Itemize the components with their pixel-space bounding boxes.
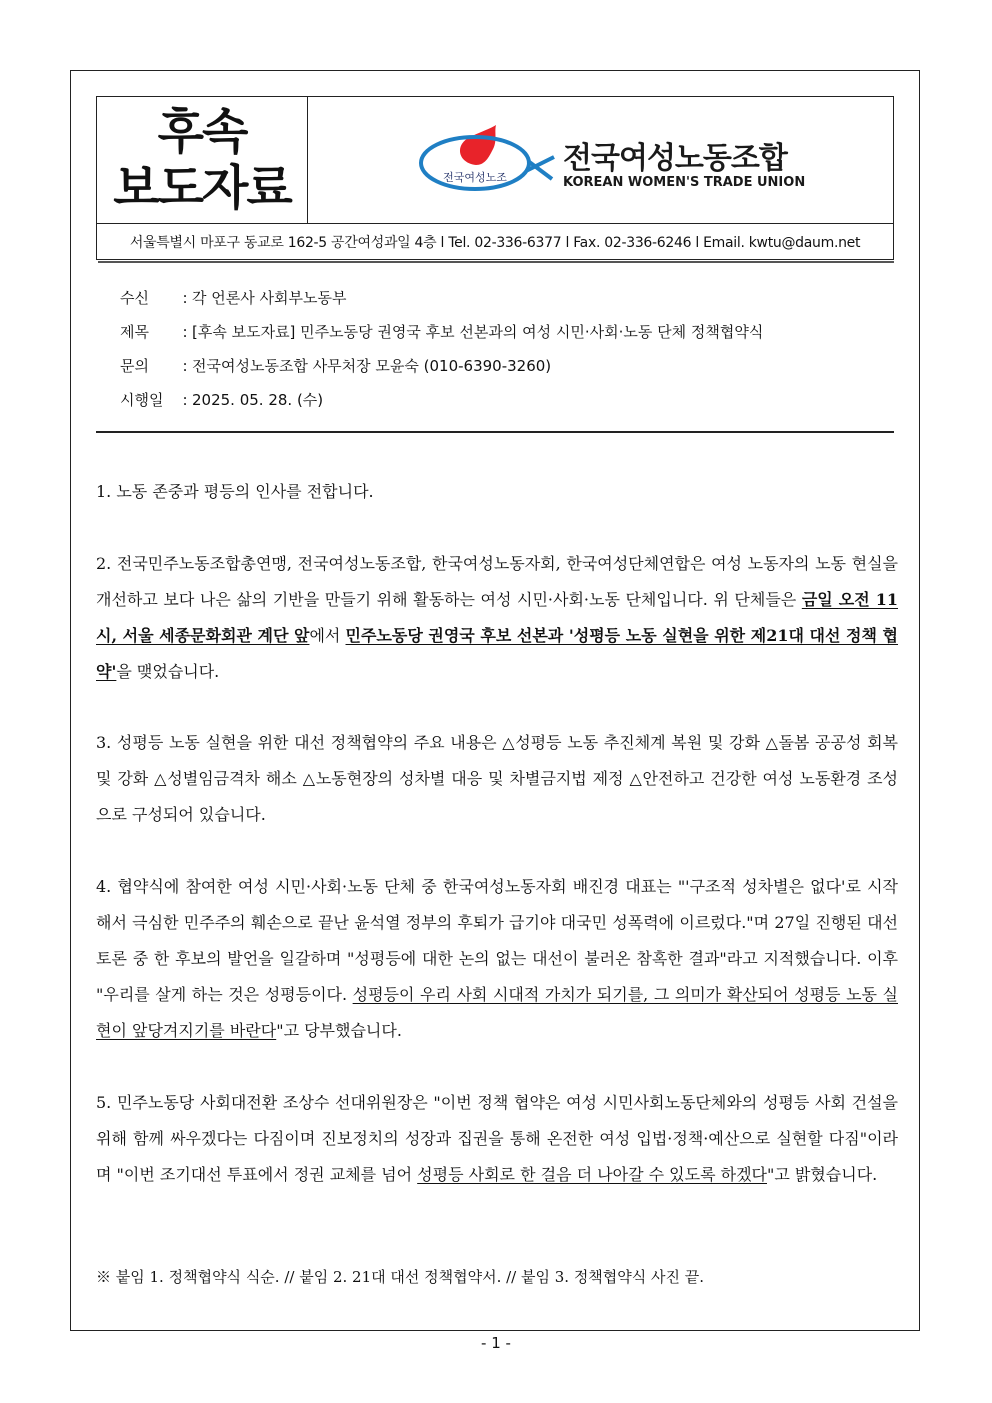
p5-text-a: 5. 민주노동당 사회대전환 조상수 선대위원장은 "이번 정책 협약은 여성 시민사회노동단체와의 성평등 사회 건설을 위해 함께 싸우겠다는 다짐이며 진보정치의 성장과 집권을 통해 온전한 여성 입법·정책·예산으로 실현할 다짐"이라며 "이번 조기대선 투표에서 정권 교체를 넘어 <box>96 1093 898 1184</box>
p2-text-e: 을 맺었습니다. <box>116 662 220 681</box>
letterhead-top <box>97 97 893 223</box>
org-logo-area <box>308 97 893 223</box>
paragraph-5 <box>96 1085 898 1193</box>
meta-recipient-label: 수신 <box>120 289 149 307</box>
p4-text-a: 4. 협약식에 참여한 여성 시민·사회·노동 단체 중 한국여성노동자회 배진경 대표는 "'구조적 성차별은 없다'로 시작해서 극심한 민주주의 훼손으로 끝난 윤석열 정부의 후퇴가 급기야 대국민 성폭력에 이르렀다."며 27일 진행된 대선 토론 중 한 후보의 발언을 일갈하며 "성평등에 대한 논의 없는 대선이 불러온 참혹한 결과"라고 지적했습니다. 이후 "우리를 살게 하는 것은 성평등이다. <box>96 877 898 1004</box>
document-type-title <box>97 97 308 223</box>
title-line-2: 보도자료 <box>113 160 291 216</box>
logo-text: 전국여성노조 <box>443 171 507 184</box>
letterhead-shadow <box>98 261 894 263</box>
org-name-korean: 전국여성노동조합 <box>563 141 787 176</box>
p4-text-c: "고 당부했습니다. <box>276 1021 402 1040</box>
meta-subject-value: [후속 보도자료] 민주노동당 권영국 후보 선본과의 여성 시민·사회·노동 단체 정책협약식 <box>192 323 764 341</box>
paragraph-1: 1. 노동 존중과 평등의 인사를 전합니다. <box>96 482 374 501</box>
contact-info: 서울특별시 마포구 동교로 162-5 공간여성과일 4층 l Tel. 02-336-6377 l Fax. 02-336-6246 l Email. kwtu@daum.net <box>97 223 893 259</box>
p2-text-a: 2. 전국민주노동조합총연맹, 전국여성노동조합, 한국여성노동자회, 한국여성단체연합은 여성 노동자의 노동 현실을 개선하고 보다 나은 삶의 기반을 만들기 위해 활동하는 여성 시민·사회·노동 단체입니다. 위 단체들은 <box>96 554 898 609</box>
title-line-1: 후속 <box>157 104 247 160</box>
document-meta <box>120 284 763 420</box>
meta-contact-label: 문의 <box>120 357 149 375</box>
union-logo-icon <box>418 121 568 201</box>
paragraph-2 <box>96 546 898 690</box>
meta-contact: 문의 : 전국여성노동조합 사무처장 모윤숙 (010-6390-3260) <box>120 352 763 386</box>
meta-date: 시행일 : 2025. 05. 28. (수) <box>120 386 763 420</box>
meta-recipient-value: 각 언론사 사회부노동부 <box>192 289 347 307</box>
org-name-english: KOREAN WOMEN'S TRADE UNION <box>563 175 806 190</box>
p4-underlined-quote: 성평등이 우리 사회 시대적 가치가 되기를, 그 의미가 확산되어 성평등 노동 실현이 앞당겨지기를 바란다 <box>96 985 898 1040</box>
paragraph-4 <box>96 869 898 1049</box>
p2-text-c: 에서 <box>309 626 346 645</box>
header-rule <box>96 431 894 433</box>
meta-date-value: 2025. 05. 28. (수) <box>192 391 324 409</box>
p5-underlined-quote: 성평등 사회로 한 걸음 더 나아갈 수 있도록 하겠다 <box>417 1165 767 1184</box>
meta-subject-label: 제목 <box>120 323 149 341</box>
letterhead <box>96 96 894 260</box>
meta-recipient: 수신 : 각 언론사 사회부노동부 <box>120 284 763 318</box>
meta-subject: 제목 : [후속 보도자료] 민주노동당 권영국 후보 선본과의 여성 시민·사회·노동 단체 정책협약식 <box>120 318 763 352</box>
meta-contact-value: 전국여성노동조합 사무처장 모윤숙 (010-6390-3260) <box>192 357 552 375</box>
page-number: - 1 - <box>481 1334 511 1352</box>
p2-emphasis-agreement: 민주노동당 권영국 후보 선본과 '성평등 노동 실현을 위한 제21대 대선 정책 협약' <box>96 626 899 681</box>
p5-text-c: "고 밝혔습니다. <box>766 1165 878 1184</box>
p2-emphasis-time-place: 금일 오전 11시, 서울 세종문화회관 계단 앞 <box>96 590 898 645</box>
paragraph-3: 3. 성평등 노동 실현을 위한 대선 정책협약의 주요 내용은 △성평등 노동 추진체계 복원 및 강화 △돌봄 공공성 회복 및 강화 △성별임금격차 해소 △노동현장의 성차별 대응 및 차별금지법 제정 △안전하고 건강한 여성 노동환경 조성으로 구성되어 있습니다. <box>96 733 898 824</box>
attachment-note: ※ 붙임 1. 정책협약식 식순. // 붙임 2. 21대 대선 정책협약서. // 붙임 3. 정책협약식 사진 끝. <box>96 1268 705 1286</box>
meta-date-label: 시행일 <box>120 391 164 409</box>
